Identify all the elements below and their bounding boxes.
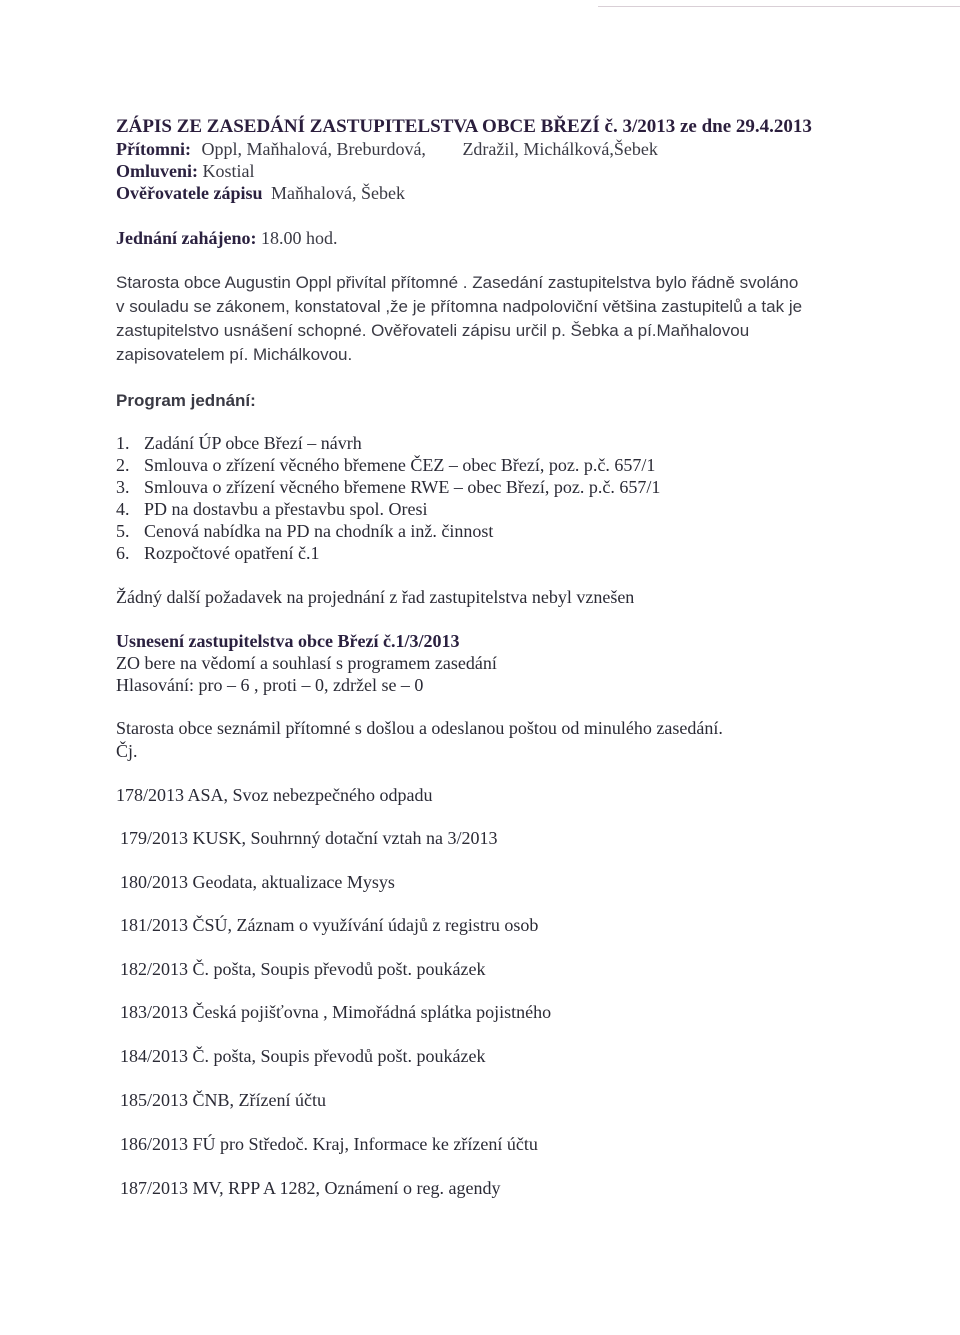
verifiers-row xyxy=(116,182,405,204)
resolution-text: ZO bere na vědomí a souhlasí s programem zasedání xyxy=(116,653,497,673)
mail-entry: 183/2013 Česká pojišťovna , Mimořádná splátka pojistného xyxy=(120,1002,552,1022)
program-item-text: Smlouva o zřízení věcného břemene RWE – obec Březí, poz. p.č. 657/1 xyxy=(144,477,661,497)
intro-line-3: zastupitelstvo usnášení schopné. Ověřovateli zápisu určil p. Šebka a pí.Maňhalovou xyxy=(116,321,750,340)
program-item xyxy=(116,520,493,542)
program-item xyxy=(116,432,362,454)
mail-entry: 186/2013 FÚ pro Středoč. Kraj, Informace ke zřízení účtu xyxy=(120,1134,538,1154)
mail-entry: 184/2013 Č. pošta, Soupis převodů pošt. poukázek xyxy=(120,1046,486,1066)
no-request-note: Žádný další požadavek na projednání z řad zastupitelstva nebyl vznešen xyxy=(116,587,635,607)
program-item xyxy=(116,498,427,520)
mail-entry: 185/2013 ČNB, Zřízení účtu xyxy=(120,1090,326,1110)
mail-cj-label: Čj. xyxy=(116,741,138,761)
program-item xyxy=(116,542,319,564)
program-item-number: 4. xyxy=(116,499,130,519)
verifiers-label: Ověřovatele zápisu xyxy=(116,183,263,203)
program-item-text: Smlouva o zřízení věcného břemene ČEZ – obec Březí, poz. p.č. 657/1 xyxy=(144,455,656,475)
program-item-number: 2. xyxy=(116,455,130,475)
mail-entry: 179/2013 KUSK, Souhrnný dotační vztah na 3/2013 xyxy=(120,828,498,848)
document-title: ZÁPIS ZE ZASEDÁNÍ ZASTUPITELSTVA OBCE BŘEZÍ č. 3/2013 ze dne 29.4.2013 xyxy=(116,116,812,137)
resolution-vote: Hlasování: pro – 6 , proti – 0, zdržel se – 0 xyxy=(116,675,424,695)
program-heading: Program jednání: xyxy=(116,391,256,410)
scan-edge-line xyxy=(598,6,960,7)
verifiers-value: Maňhalová, Šebek xyxy=(270,183,405,203)
program-item-text: PD na dostavbu a přestavbu spol. Oresi xyxy=(144,499,428,519)
intro-line-4: zapisovatelem pí. Michálkovou. xyxy=(116,345,353,364)
intro-line-2: v souladu se zákonem, konstatoval ,že je přítomna nadpoloviční většina zastupitelů a tak je xyxy=(116,297,803,316)
mail-entry: 181/2013 ČSÚ, Záznam o využívání údajů z registru osob xyxy=(120,915,539,935)
program-item-number: 1. xyxy=(116,433,130,453)
start-value: 18.00 hod. xyxy=(261,228,338,248)
excused-value: Kostial xyxy=(202,161,255,181)
mail-entry: 180/2013 Geodata, aktualizace Mysys xyxy=(120,872,395,892)
start-label: Jednání zahájeno: xyxy=(116,228,257,248)
program-item-number: 6. xyxy=(116,543,130,563)
present-label: Přítomni: xyxy=(116,139,191,159)
start-row xyxy=(116,227,338,249)
intro-line-1: Starosta obce Augustin Oppl přivítal přítomné . Zasedání zastupitelstva bylo řádně svoláno xyxy=(116,273,799,292)
program-item-number: 5. xyxy=(116,521,130,541)
program-item-text: Cenová nabídka na PD na chodník a inž. činnost xyxy=(144,521,494,541)
program-item xyxy=(116,476,660,498)
program-item-text: Zadání ÚP obce Březí – návrh xyxy=(144,433,362,453)
mail-entry: 187/2013 MV, RPP A 1282, Oznámení o reg. agendy xyxy=(120,1178,501,1198)
resolution-heading: Usnesení zastupitelstva obce Březí č.1/3/2013 xyxy=(116,631,460,651)
program-item xyxy=(116,454,655,476)
excused-label: Omluveni: xyxy=(116,161,199,181)
present-row xyxy=(116,138,658,160)
excused-row xyxy=(116,160,255,182)
program-item-number: 3. xyxy=(116,477,130,497)
mail-intro: Starosta obce seznámil přítomné s došlou a odeslanou poštou od minulého zasedání. xyxy=(116,718,723,738)
mail-entry: 178/2013 ASA, Svoz nebezpečného odpadu xyxy=(116,785,433,805)
mail-entry: 182/2013 Č. pošta, Soupis převodů pošt. poukázek xyxy=(120,959,486,979)
present-names-2: Zdražil, Michálková,Šebek xyxy=(462,139,658,159)
program-item-text: Rozpočtové opatření č.1 xyxy=(144,543,320,563)
present-names-1: Oppl, Maňhalová, Breburdová, xyxy=(201,139,426,159)
